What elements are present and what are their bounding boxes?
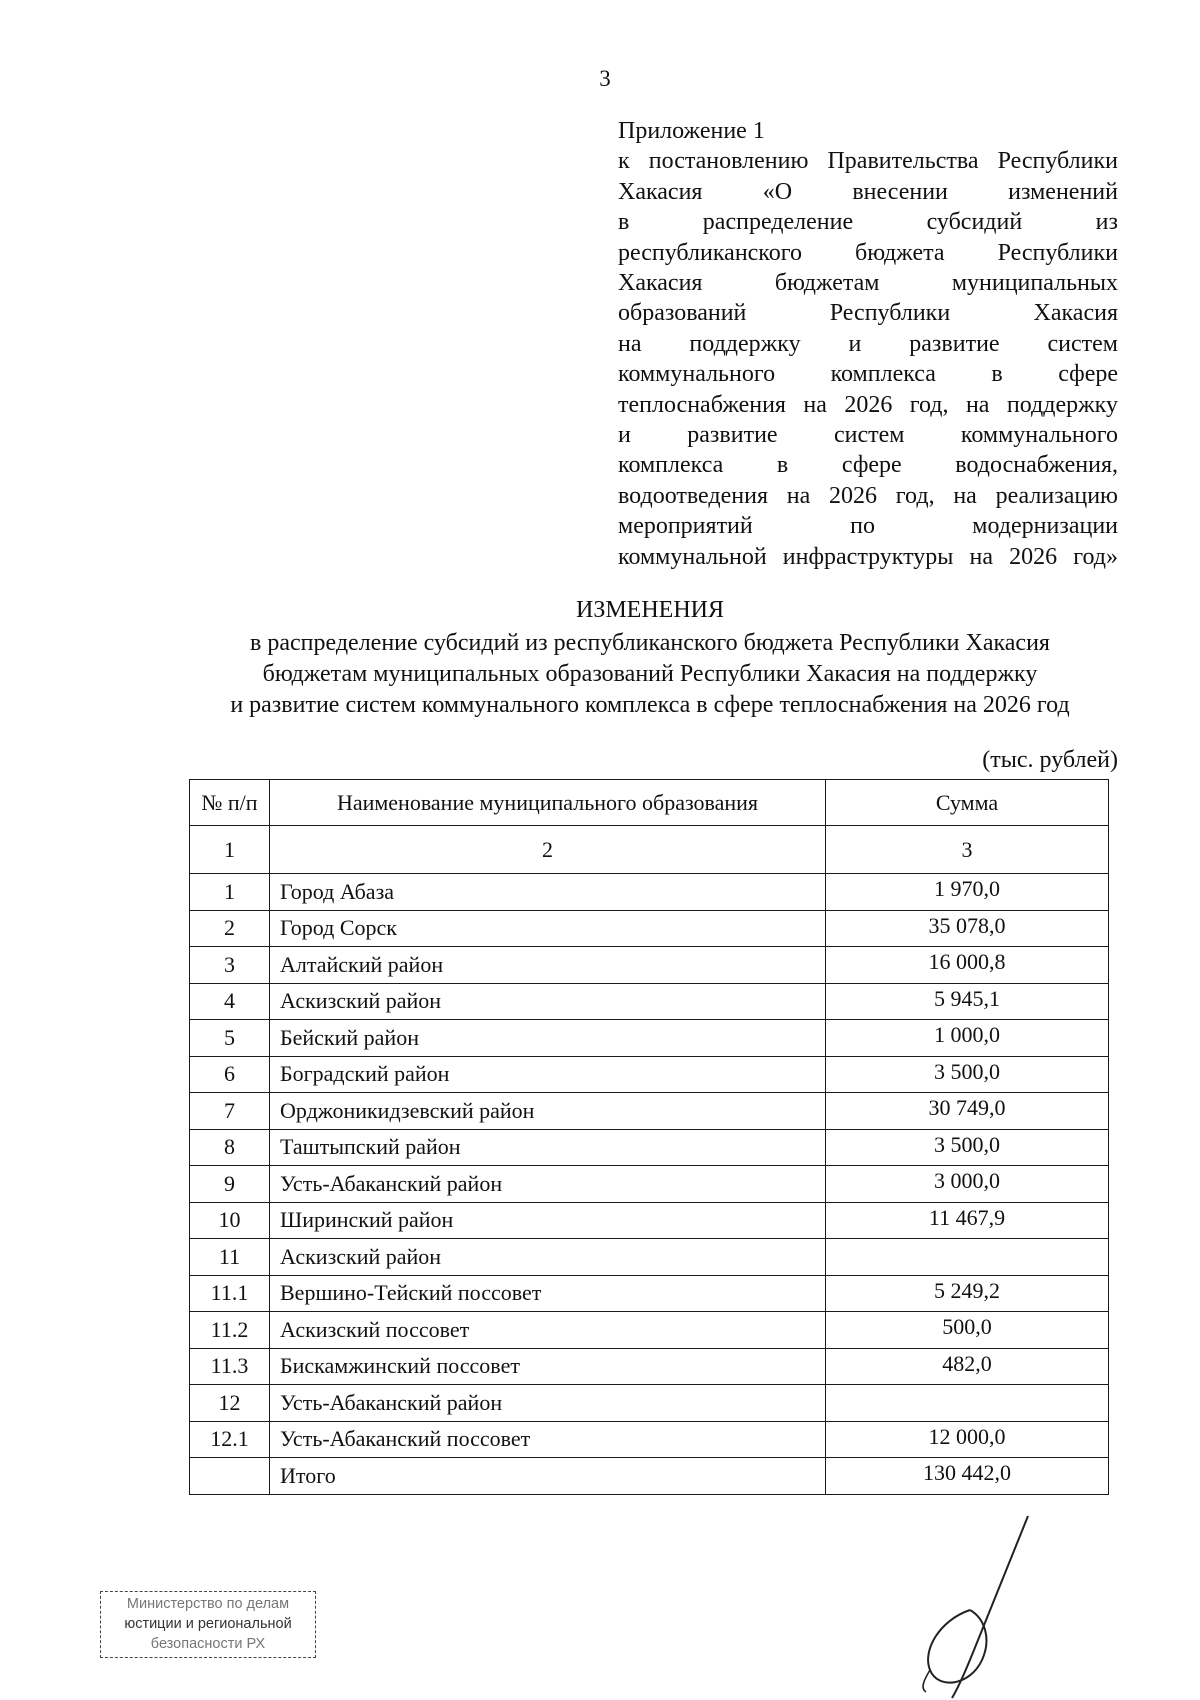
row-sum: 3 500,0 [826, 1129, 1109, 1166]
subtitle-line: бюджетам муниципальных образований Республики Хакасия на поддержку [262, 661, 1038, 687]
stamp-line: безопасности РХ [150, 1636, 266, 1652]
row-sum: 482,0 [826, 1348, 1109, 1385]
row-number: 12.1 [190, 1421, 270, 1458]
row-number: 8 [190, 1129, 270, 1166]
column-number: 2 [270, 826, 826, 874]
row-sum: 3 000,0 [826, 1166, 1109, 1203]
subtitle-line: в распределение субсидий из республиканского бюджета Республики Хакасия [250, 630, 1050, 656]
table-row [190, 910, 1109, 947]
row-sum: 1 000,0 [826, 1020, 1109, 1057]
row-name: Аскизский район [270, 1239, 826, 1276]
table-header-row [190, 780, 1109, 826]
appendix-line: в распределение субсидий из [618, 209, 1118, 236]
appendix-line: водоотведения на 2026 год, на реализацию [618, 482, 1118, 509]
row-number: 6 [190, 1056, 270, 1093]
table-row [190, 1421, 1109, 1458]
signature [900, 1510, 1050, 1700]
table-row [190, 1056, 1109, 1093]
document-subtitle [170, 628, 1130, 721]
stamp-line: Министерство по делам [126, 1596, 290, 1612]
row-sum: 5 945,1 [826, 983, 1109, 1020]
unit-label: (тыс. рублей) [982, 747, 1118, 773]
registration-stamp [100, 1591, 316, 1658]
row-sum: 1 970,0 [826, 874, 1109, 911]
row-name: Аскизский район [270, 983, 826, 1020]
appendix-line: образований Республики Хакасия [618, 300, 1118, 327]
table-row [190, 1020, 1109, 1057]
appendix-line: Хакасия «О внесении изменений [618, 178, 1118, 205]
appendix-line: к постановлению Правительства Республики [618, 148, 1118, 175]
row-number: 10 [190, 1202, 270, 1239]
header-sum: Сумма [826, 780, 1109, 826]
table-row [190, 947, 1109, 984]
table-row [190, 1458, 1109, 1495]
row-sum: 12 000,0 [826, 1421, 1109, 1458]
row-sum [826, 1239, 1109, 1276]
row-sum: 130 442,0 [826, 1458, 1109, 1495]
row-number: 3 [190, 947, 270, 984]
row-name: Усть-Абаканский район [270, 1385, 826, 1422]
table-row [190, 1385, 1109, 1422]
row-number: 11.3 [190, 1348, 270, 1385]
row-sum: 16 000,8 [826, 947, 1109, 984]
row-number [190, 1458, 270, 1495]
row-number: 11.1 [190, 1275, 270, 1312]
table-row [190, 874, 1109, 911]
row-name: Боградский район [270, 1056, 826, 1093]
table-row [190, 1202, 1109, 1239]
appendix-line: республиканского бюджета Республики [618, 239, 1118, 266]
row-name: Алтайский район [270, 947, 826, 984]
row-number: 7 [190, 1093, 270, 1130]
row-name: Город Абаза [270, 874, 826, 911]
row-name: Город Сорск [270, 910, 826, 947]
row-sum [826, 1385, 1109, 1422]
row-sum: 30 749,0 [826, 1093, 1109, 1130]
column-number: 3 [826, 826, 1109, 874]
row-name: Бейский район [270, 1020, 826, 1057]
header-number: № п/п [190, 780, 270, 826]
table-row [190, 1166, 1109, 1203]
appendix-block [618, 116, 1118, 572]
row-number: 9 [190, 1166, 270, 1203]
row-number: 1 [190, 874, 270, 911]
header-name: Наименование муниципального образования [270, 780, 826, 826]
column-number: 1 [190, 826, 270, 874]
row-sum: 3 500,0 [826, 1056, 1109, 1093]
row-name: Итого [270, 1458, 826, 1495]
table-row [190, 1348, 1109, 1385]
row-number: 2 [190, 910, 270, 947]
row-sum: 5 249,2 [826, 1275, 1109, 1312]
row-name: Бискамжинский поссовет [270, 1348, 826, 1385]
row-number: 11.2 [190, 1312, 270, 1349]
table-row [190, 1275, 1109, 1312]
appendix-line: на поддержку и развитие систем [618, 330, 1118, 357]
row-name: Орджоникидзевский район [270, 1093, 826, 1130]
column-number-row [190, 826, 1109, 874]
row-sum: 11 467,9 [826, 1202, 1109, 1239]
subtitle-line: и развитие систем коммунального комплекса в сфере теплоснабжения на 2026 год [230, 692, 1070, 718]
row-number: 5 [190, 1020, 270, 1057]
appendix-line: Хакасия бюджетам муниципальных [618, 270, 1118, 297]
table-row [190, 1239, 1109, 1276]
row-number: 11 [190, 1239, 270, 1276]
row-name: Усть-Абаканский район [270, 1166, 826, 1203]
table-row [190, 983, 1109, 1020]
stamp-line: юстиции и региональной [124, 1616, 292, 1632]
table-row [190, 1312, 1109, 1349]
page-number: 3 [599, 66, 611, 91]
appendix-line: коммунальной инфраструктуры на 2026 год» [618, 543, 1118, 570]
document-title: ИЗМЕНЕНИЯ [575, 597, 725, 623]
appendix-line: теплоснабжения на 2026 год, на поддержку [618, 391, 1118, 418]
row-sum: 35 078,0 [826, 910, 1109, 947]
row-number: 12 [190, 1385, 270, 1422]
row-name: Вершино-Тейский поссовет [270, 1275, 826, 1312]
appendix-line: мероприятий по модернизации [618, 513, 1118, 540]
table-row [190, 1129, 1109, 1166]
row-number: 4 [190, 983, 270, 1020]
appendix-line: Приложение 1 [618, 118, 765, 144]
subsidy-table [189, 779, 1109, 1495]
row-name: Таштыпский район [270, 1129, 826, 1166]
table-row [190, 1093, 1109, 1130]
row-name: Усть-Абаканский поссовет [270, 1421, 826, 1458]
appendix-line: комплекса в сфере водоснабжения, [618, 452, 1118, 479]
row-name: Аскизский поссовет [270, 1312, 826, 1349]
appendix-line: и развитие систем коммунального [618, 422, 1118, 449]
appendix-line: коммунального комплекса в сфере [618, 361, 1118, 388]
row-sum: 500,0 [826, 1312, 1109, 1349]
row-name: Ширинский район [270, 1202, 826, 1239]
